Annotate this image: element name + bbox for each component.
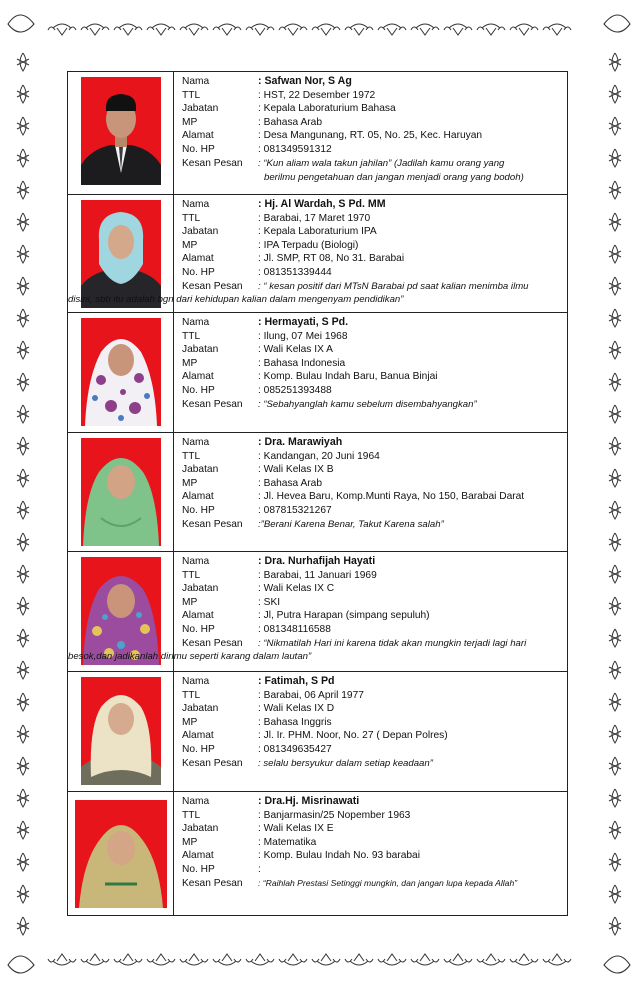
photo-woman-khaki-hijab <box>75 800 167 908</box>
message-continued: disini, sbb itu adalah bgn dari kehidupan kalian dalam mengenyam pendidikan” <box>68 294 404 306</box>
label-ttl: TTL <box>182 809 201 821</box>
teacher-name: : Dra. Nurhafijah Hayati <box>258 555 376 567</box>
label-mp: MP <box>182 596 198 608</box>
ornament-motif <box>609 757 621 775</box>
ornament-motif <box>81 24 109 35</box>
label-alamat: Alamat <box>182 610 214 622</box>
ornament-motif <box>17 309 29 327</box>
photo-cell <box>68 672 174 791</box>
photo-woman-green-hijab <box>81 438 161 546</box>
ornament-motif <box>609 661 621 679</box>
ornament-motif <box>17 341 29 359</box>
profile-row <box>68 552 567 672</box>
photo-woman-beige-hijab <box>81 677 161 785</box>
ornament-motif <box>17 373 29 391</box>
ornament-motif <box>543 24 571 35</box>
ornament-motif <box>510 954 538 965</box>
label-jabatan: Jabatan <box>182 226 219 238</box>
ornament-motif <box>17 117 29 135</box>
teacher-name: : Hj. Al Wardah, S Pd. MM <box>258 198 386 210</box>
ornament-motif <box>609 53 621 71</box>
photo-cell <box>68 792 174 915</box>
ornament-motif <box>609 181 621 199</box>
birth-info: : Barabai, 06 April 1977 <box>258 689 364 701</box>
label-nama: Nama <box>182 556 210 567</box>
birth-info: : Ilung, 07 Mei 1968 <box>258 330 348 342</box>
ornament-motif <box>609 117 621 135</box>
teacher-name: : Safwan Nor, S Ag <box>258 75 352 87</box>
ornament-border-right <box>592 0 638 989</box>
label-pesan: Kesan Pesan <box>182 637 243 649</box>
message: : “Nikmatilah Hari ini karena tidak akan mungkin terjadi lagi hari <box>258 637 527 649</box>
label-mp: MP <box>182 716 198 728</box>
ornament-motif <box>114 24 142 35</box>
profile-info <box>68 555 561 664</box>
profile-row <box>68 195 567 313</box>
label-ttl: TTL <box>182 89 201 101</box>
label-jabatan: Jabatan <box>182 103 219 115</box>
position: : Wali Kelas IX D <box>258 703 335 715</box>
message-continued: berilmu pengetahuan dan jangan menjadi orang yang bodoh) <box>264 172 524 184</box>
label-nama: Nama <box>182 317 210 328</box>
birth-info: : Banjarmasin/25 Nopember 1963 <box>258 809 411 821</box>
ornament-motif <box>378 24 406 35</box>
ornament-motif <box>609 277 621 295</box>
ornament-pattern-right <box>592 0 638 989</box>
ornament-motif <box>609 885 621 903</box>
label-alamat: Alamat <box>182 491 214 503</box>
ornament-motif <box>411 954 439 965</box>
ornament-motif <box>609 405 621 423</box>
position: : Wali Kelas IX C <box>258 583 335 595</box>
label-jabatan: Jabatan <box>182 583 219 595</box>
subject: : SKI <box>258 596 281 608</box>
message: : “ kesan positif dari MTsN Barabai pd saat kalian menimba ilmu <box>258 280 529 292</box>
ornament-motif <box>609 725 621 743</box>
ornament-motif <box>279 24 307 35</box>
ornament-motif <box>543 954 571 965</box>
ornament-motif <box>477 24 505 35</box>
ornament-motif <box>180 954 208 965</box>
ornament-motif <box>17 277 29 295</box>
ornament-motif <box>48 954 76 965</box>
ornament-motif <box>17 181 29 199</box>
label-jabatan: Jabatan <box>182 703 219 715</box>
label-hp: No. HP <box>182 504 215 516</box>
phone: : 085251393488 <box>258 384 332 396</box>
ornament-motif <box>17 885 29 903</box>
ornament-motif <box>17 469 29 487</box>
ornament-pattern-bottom <box>0 943 638 989</box>
ornament-motif <box>609 501 621 519</box>
ornament-motif <box>17 533 29 551</box>
photo-cell <box>68 313 174 432</box>
profile-photo <box>81 318 161 426</box>
ornament-motif <box>17 821 29 839</box>
profile-photo <box>81 677 161 785</box>
message: : “Kun aliam wala takun jahilan” (Jadilah kamu orang yang <box>258 157 505 169</box>
profile-photo <box>81 200 161 308</box>
position: : Wali Kelas IX E <box>258 823 334 835</box>
profile-row <box>68 313 567 433</box>
birth-info: : HST, 22 Desember 1972 <box>258 89 376 101</box>
ornament-motif <box>609 629 621 647</box>
message: :”Berani Karena Benar, Takut Karena salah” <box>258 518 444 530</box>
subject: : Matematika <box>258 836 317 848</box>
label-alamat: Alamat <box>182 730 214 742</box>
profile-info <box>68 198 561 307</box>
ornament-motif <box>609 597 621 615</box>
ornament-motif <box>17 149 29 167</box>
ornament-motif <box>609 789 621 807</box>
ornament-motif <box>345 24 373 35</box>
position: : Kepala Laboraturium IPA <box>258 226 377 238</box>
photo-woman-patterned-hijab <box>81 318 161 426</box>
label-nama: Nama <box>182 796 210 807</box>
label-pesan: Kesan Pesan <box>182 877 243 889</box>
ornament-motif <box>81 954 109 965</box>
ornament-motif <box>17 725 29 743</box>
label-ttl: TTL <box>182 689 201 701</box>
ornament-motif <box>17 85 29 103</box>
ornament-border-bottom <box>0 943 638 989</box>
label-pesan: Kesan Pesan <box>182 757 243 769</box>
ornament-motif <box>17 917 29 935</box>
ornament-border-left <box>0 0 46 989</box>
phone: : 087815321267 <box>258 504 332 516</box>
ornament-motif <box>180 24 208 35</box>
profile-photo <box>75 800 167 908</box>
label-mp: MP <box>182 116 198 128</box>
label-mp: MP <box>182 239 198 251</box>
label-ttl: TTL <box>182 450 201 462</box>
ornament-motif <box>17 661 29 679</box>
ornament-motif <box>609 917 621 935</box>
label-pesan: Kesan Pesan <box>182 518 243 530</box>
ornament-motif <box>213 954 241 965</box>
address: : Jl. SMP, RT 08, No 31. Barabai <box>258 253 405 265</box>
message: : selalu bersyukur dalam setiap keadaan” <box>258 757 433 769</box>
ornament-motif <box>609 341 621 359</box>
message: : “Raihlah Prestasi Setinggi mungkin, dan jangan lupa kepada Allah” <box>258 877 518 888</box>
ornament-motif <box>17 853 29 871</box>
profile-row <box>68 792 567 915</box>
profile-info <box>182 75 561 186</box>
profile-info <box>182 795 561 890</box>
profile-row <box>68 433 567 552</box>
ornament-motif <box>279 954 307 965</box>
teacher-profiles-table <box>67 71 568 916</box>
phone: : 081349635427 <box>258 743 332 755</box>
photo-man-peci <box>81 77 161 185</box>
profile-row <box>68 672 567 792</box>
label-hp: No. HP <box>182 743 215 755</box>
message: : “Sebahyanglah kamu sebelum disembahyangkan” <box>258 398 477 410</box>
ornament-motif <box>411 24 439 35</box>
ornament-motif <box>609 245 621 263</box>
photo-woman-purple-hijab <box>81 557 161 665</box>
teacher-name: : Fatimah, S Pd <box>258 675 335 687</box>
label-pesan: Kesan Pesan <box>182 157 243 169</box>
label-alamat: Alamat <box>182 371 214 383</box>
subject: : Bahasa Arab <box>258 477 322 489</box>
ornament-motif <box>17 405 29 423</box>
label-mp: MP <box>182 836 198 848</box>
teacher-name: : Dra.Hj. Misrinawati <box>258 795 360 807</box>
ornament-motif <box>609 821 621 839</box>
subject: : Bahasa Inggris <box>258 716 332 728</box>
ornament-pattern-top <box>0 0 638 46</box>
label-nama: Nama <box>182 199 210 210</box>
ornament-motif <box>510 24 538 35</box>
profile-photo <box>81 77 161 185</box>
position: : Wali Kelas IX B <box>258 464 334 476</box>
ornament-motif <box>444 24 472 35</box>
ornament-motif <box>378 954 406 965</box>
ornament-motif <box>213 24 241 35</box>
address: : Jl. Ir. PHM. Noor, No. 27 ( Depan Polres) <box>258 730 448 742</box>
ornament-motif <box>312 24 340 35</box>
ornament-motif <box>609 309 621 327</box>
ornament-motif <box>246 24 274 35</box>
label-alamat: Alamat <box>182 850 214 862</box>
ornament-pattern-left <box>0 0 46 989</box>
ornament-motif <box>17 501 29 519</box>
label-hp: No. HP <box>182 143 215 155</box>
photo-woman-light-blue-hijab <box>81 200 161 308</box>
ornament-motif <box>609 85 621 103</box>
label-ttl: TTL <box>182 212 201 224</box>
ornament-motif <box>609 469 621 487</box>
ornament-motif <box>17 629 29 647</box>
position: : Kepala Laboraturium Bahasa <box>258 103 396 115</box>
label-ttl: TTL <box>182 569 201 581</box>
label-nama: Nama <box>182 676 210 687</box>
ornament-motif <box>17 565 29 583</box>
label-hp: No. HP <box>182 623 215 635</box>
profile-info <box>182 436 561 531</box>
profile-info <box>182 675 561 770</box>
profile-photo <box>81 438 161 546</box>
phone: : <box>258 863 261 875</box>
phone: : 081351339444 <box>258 266 332 278</box>
address: : Komp. Bulau Indah No. 93 barabai <box>258 850 420 862</box>
photo-cell <box>68 433 174 551</box>
ornament-motif <box>147 24 175 35</box>
subject: : Bahasa Indonesia <box>258 357 346 369</box>
teacher-name: : Dra. Marawiyah <box>258 436 343 448</box>
ornament-motif <box>609 213 621 231</box>
label-mp: MP <box>182 477 198 489</box>
ornament-motif <box>17 789 29 807</box>
ornament-motif <box>17 437 29 455</box>
ornament-motif <box>477 954 505 965</box>
profile-row <box>68 72 567 195</box>
ornament-motif <box>345 954 373 965</box>
phone: : 081348116588 <box>258 623 331 635</box>
label-hp: No. HP <box>182 384 215 396</box>
label-pesan: Kesan Pesan <box>182 398 243 410</box>
label-nama: Nama <box>182 437 210 448</box>
ornament-motif <box>17 693 29 711</box>
ornament-motif <box>246 954 274 965</box>
ornament-motif <box>609 373 621 391</box>
birth-info: : Kandangan, 20 Juni 1964 <box>258 450 380 462</box>
ornament-motif <box>17 597 29 615</box>
birth-info: : Barabai, 11 Januari 1969 <box>258 569 377 581</box>
message-continued: besok,dan jadikanlah dirimu seperti karang dalam lautan” <box>68 651 312 663</box>
ornament-motif <box>609 533 621 551</box>
label-jabatan: Jabatan <box>182 344 219 356</box>
ornament-motif <box>609 565 621 583</box>
label-pesan: Kesan Pesan <box>182 280 243 292</box>
ornament-motif <box>444 954 472 965</box>
label-alamat: Alamat <box>182 130 214 142</box>
profile-photo <box>81 557 161 665</box>
ornament-border-top <box>0 0 638 46</box>
ornament-motif <box>147 954 175 965</box>
phone: : 081349591312 <box>258 143 332 155</box>
label-jabatan: Jabatan <box>182 823 219 835</box>
label-hp: No. HP <box>182 863 215 875</box>
subject: : IPA Terpadu (Biologi) <box>258 239 359 251</box>
ornament-motif <box>114 954 142 965</box>
ornament-motif <box>609 853 621 871</box>
ornament-motif <box>17 757 29 775</box>
label-ttl: TTL <box>182 330 201 342</box>
ornament-motif <box>609 437 621 455</box>
ornament-motif <box>609 693 621 711</box>
ornament-motif <box>17 245 29 263</box>
label-alamat: Alamat <box>182 253 214 265</box>
ornament-motif <box>17 213 29 231</box>
teacher-name: : Hermayati, S Pd. <box>258 316 349 328</box>
label-jabatan: Jabatan <box>182 464 219 476</box>
address: : Komp. Bulau Indah Baru, Banua Binjai <box>258 371 438 383</box>
ornament-motif <box>48 24 76 35</box>
ornament-motif <box>609 149 621 167</box>
profile-info <box>182 316 561 411</box>
birth-info: : Barabai, 17 Maret 1970 <box>258 212 371 224</box>
address: : Desa Mangunang, RT. 05, No. 25, Kec. Haruyan <box>258 130 483 142</box>
label-nama: Nama <box>182 76 210 87</box>
address: : Jl. Hevea Baru, Komp.Munti Raya, No 150, Barabai Darat <box>258 491 525 503</box>
address: : Jl, Putra Harapan (simpang sepuluh) <box>258 610 430 622</box>
ornament-motif <box>17 53 29 71</box>
position: : Wali Kelas IX A <box>258 344 333 356</box>
subject: : Bahasa Arab <box>258 116 322 128</box>
photo-cell <box>68 72 174 194</box>
ornament-motif <box>312 954 340 965</box>
label-mp: MP <box>182 357 198 369</box>
label-hp: No. HP <box>182 266 215 278</box>
